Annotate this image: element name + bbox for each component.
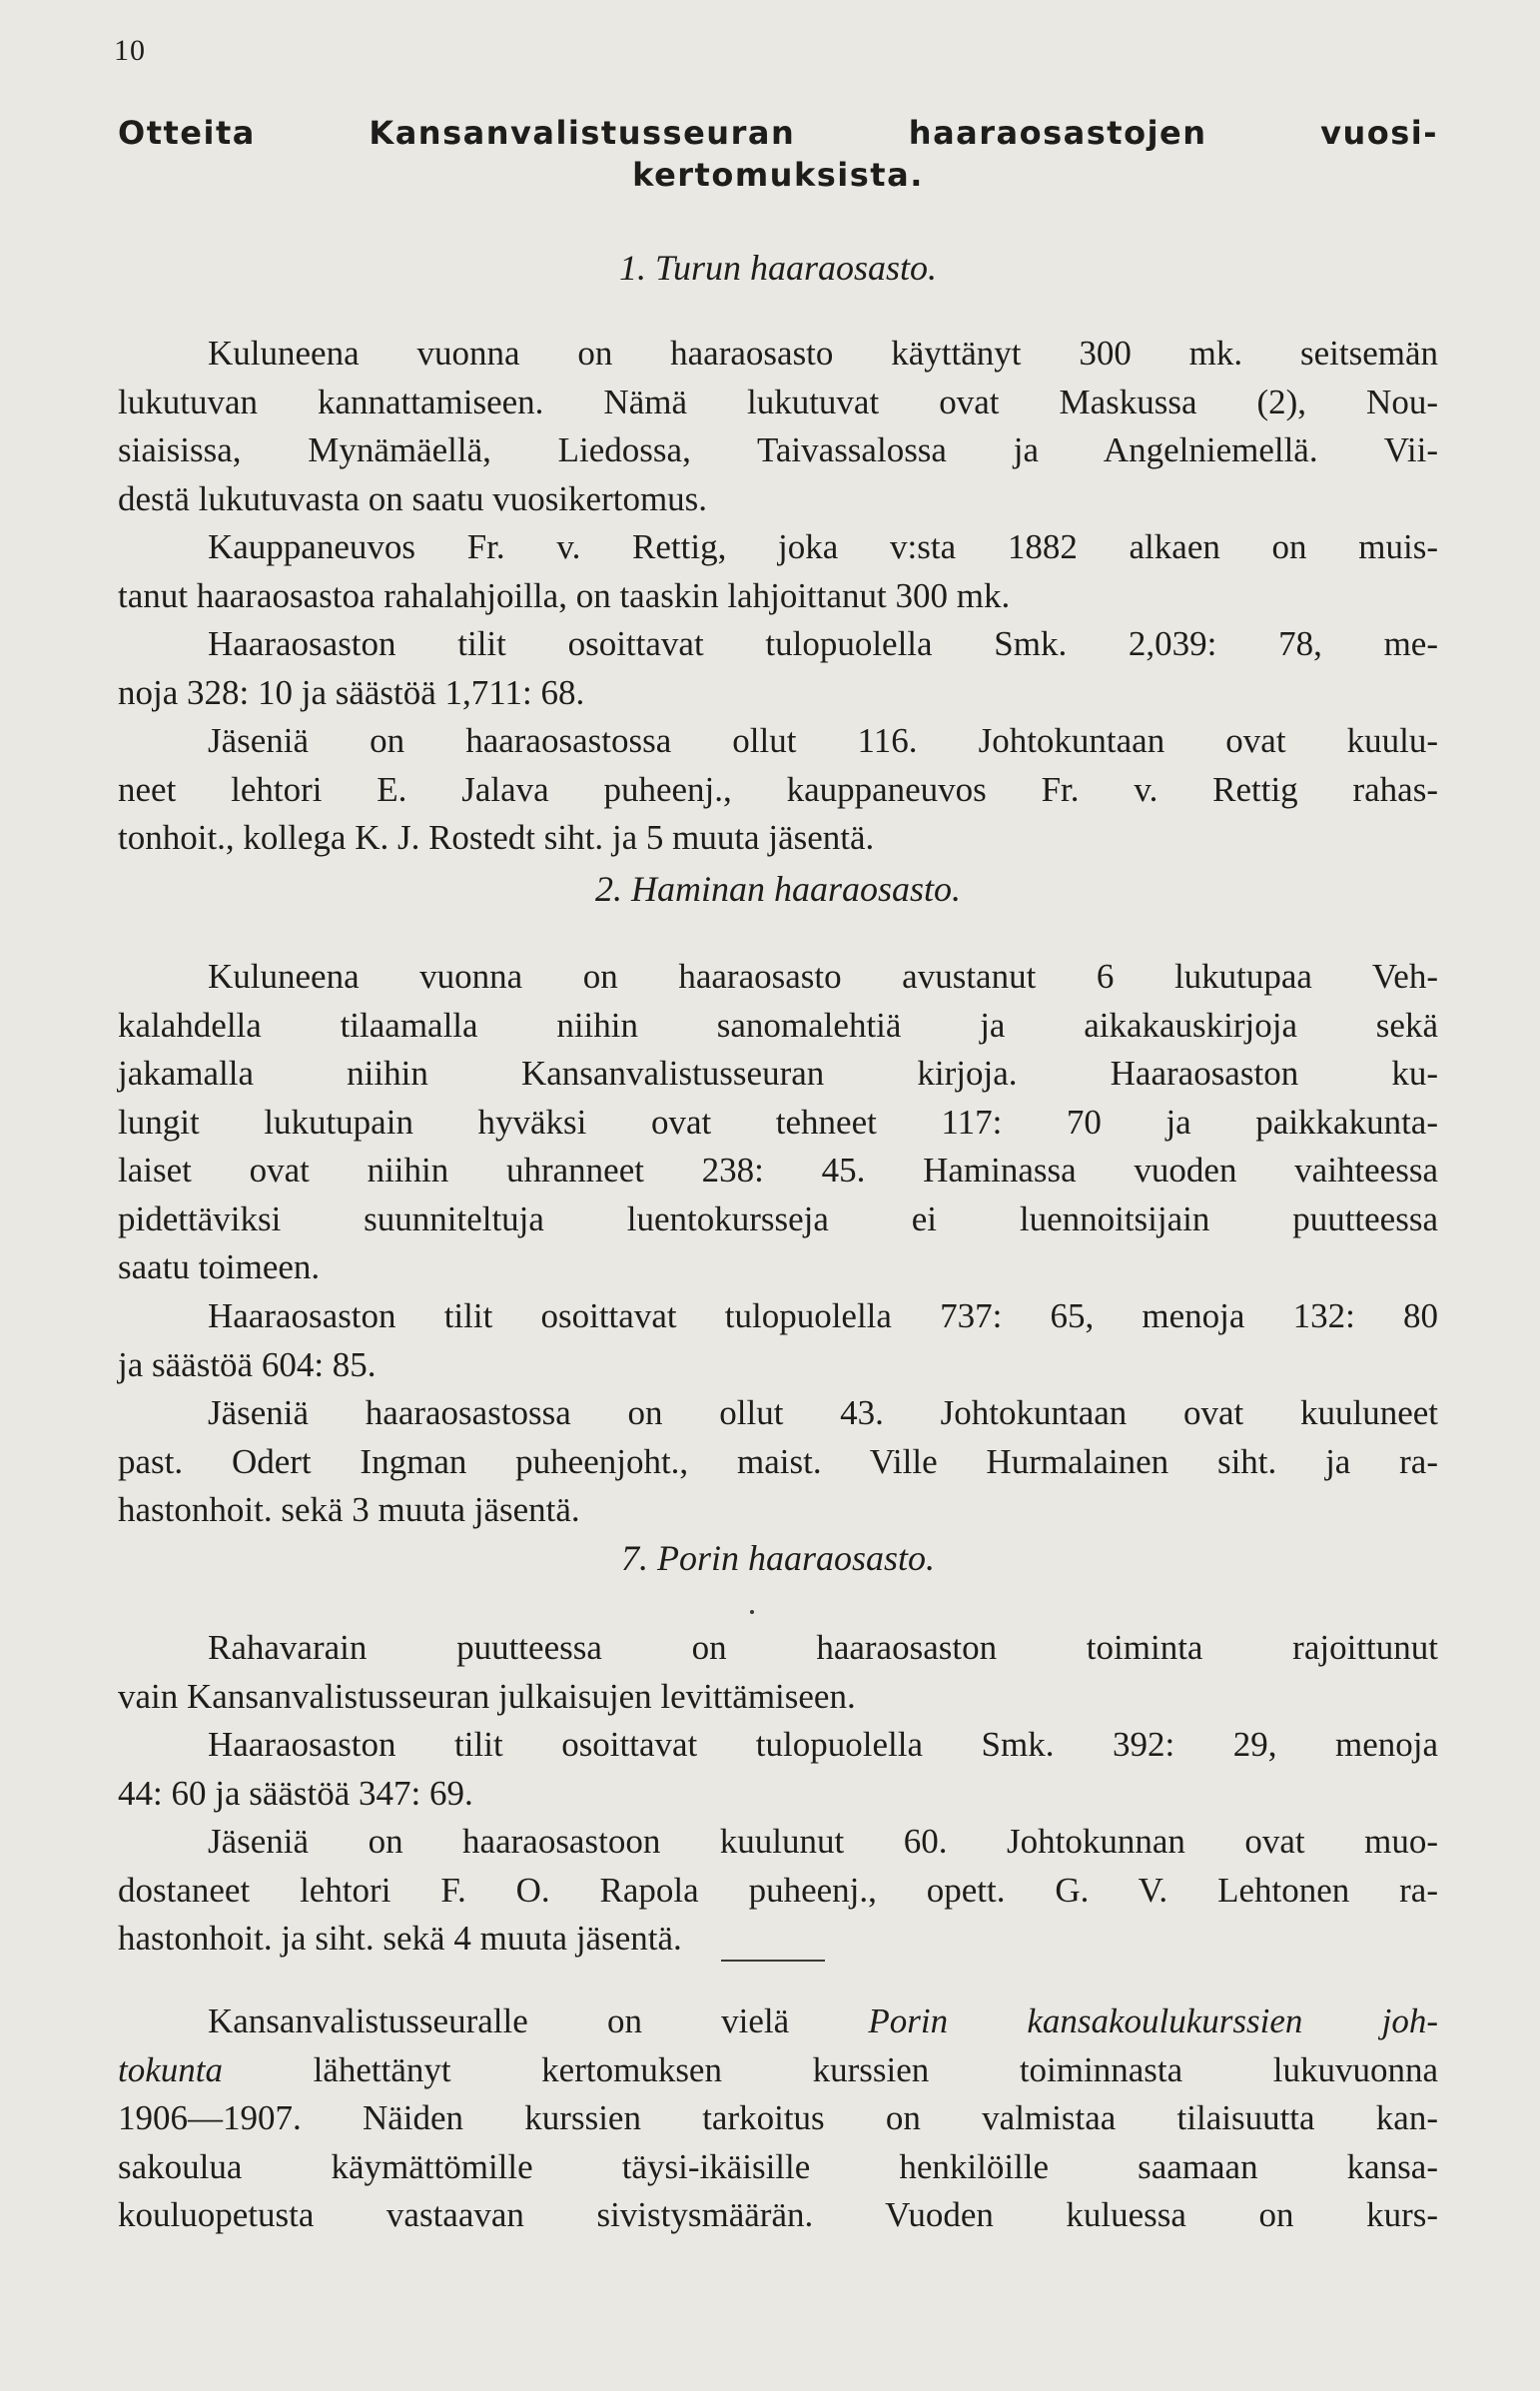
text-segment: Kansanvalistusseuralle on vielä: [208, 2001, 869, 2040]
text-line: siaisissa, Mynämäellä, Liedossa, Taivassalossa ja Angelniemellä. Vii-: [118, 430, 1438, 469]
text-line: Haaraosaston tilit osoittavat tulopuolella Smk. 392: 29, menoja: [208, 1725, 1438, 1764]
section-heading-pori: 7. Porin haaraosasto.: [620, 1538, 936, 1578]
closing-paragraph: [118, 1997, 1438, 2240]
text-line: [118, 2046, 1438, 2095]
text-line: Haaraosaston tilit osoittavat tulopuolella Smk. 2,039: 78, me-: [208, 624, 1438, 663]
text-line: kalahdella tilaamalla niihin sanomalehtiä ja aikakauskirjoja sekä: [118, 1005, 1438, 1045]
text-line: tonhoit., kollega K. J. Rostedt siht. ja 5 muuta jäsentä.: [118, 818, 875, 857]
text-line: lungit lukutupain hyväksi ovat tehneet 117: 70 ja paikkakunta-: [118, 1102, 1438, 1142]
section-heading-hamina: 2. Haminan haaraosasto.: [594, 869, 962, 909]
text-line: ja säästöä 604: 85.: [118, 1344, 377, 1384]
title-line-2: kertomuksista.: [632, 156, 924, 194]
italic-title: Porin kansakoulukurssien joh-: [868, 2001, 1438, 2040]
page-title: [118, 112, 1438, 196]
text-line: sakoulua käymättömille täysi-ikäisille henkilöille saamaan kansa-: [118, 2146, 1438, 2186]
text-segment: lähettänyt kertomuksen kurssien toiminnasta lukuvuonna: [222, 2049, 1438, 2089]
text-line: Kauppaneuvos Fr. v. Rettig, joka v:sta 1882 alkaen on muis-: [208, 527, 1438, 566]
paragraph: [118, 1389, 1438, 1535]
section-heading-turku: 1. Turun haaraosasto.: [618, 248, 938, 288]
text-line: Jäseniä on haaraosastoon kuulunut 60. Johtokunnan ovat muo-: [208, 1822, 1438, 1861]
text-line: 1906—1907. Näiden kurssien tarkoitus on valmistaa tilaisuutta kan-: [118, 2098, 1438, 2137]
paragraph: [118, 1292, 1438, 1389]
paragraph: [118, 1624, 1438, 1721]
ink-dot: [750, 1610, 754, 1614]
text-line: dostaneet lehtori F. O. Rapola puheenj., opett. G. V. Lehtonen ra-: [118, 1870, 1438, 1910]
text-line: saatu toimeen.: [118, 1247, 321, 1286]
text-line: 44: 60 ja säästöä 347: 69.: [118, 1773, 473, 1813]
paragraph: [118, 1818, 1438, 1964]
text-line: hastonhoit. sekä 3 muuta jäsentä.: [118, 1490, 580, 1529]
text-line: Kuluneena vuonna on haaraosasto avustanut 6 lukutupaa Veh-: [208, 957, 1438, 996]
text-line: jakamalla niihin Kansanvalistusseuran kirjoja. Haaraosaston ku-: [118, 1054, 1438, 1093]
separator-rule: [721, 1960, 825, 1962]
text-line: Jäseniä haaraosastossa on ollut 43. Johtokuntaan ovat kuuluneet: [208, 1393, 1438, 1432]
text-line: laiset ovat niihin uhranneet 238: 45. Haminassa vuoden vaihteessa: [118, 1151, 1438, 1190]
paragraph: [118, 953, 1438, 1292]
text-line: kouluopetusta vastaavan sivistysmäärän. Vuoden kuluessa on kurs-: [118, 2195, 1438, 2234]
text-line: Kuluneena vuonna on haaraosasto käyttänyt 300 mk. seitsemän: [208, 334, 1438, 373]
title-line-1: Otteita Kansanvalistusseuran haaraosastojen vuosi-: [118, 114, 1438, 152]
text-line: vain Kansanvalistusseuran julkaisujen levittämiseen.: [118, 1676, 856, 1716]
text-line: past. Odert Ingman puheenjoht., maist. Ville Hurmalainen siht. ja ra-: [118, 1441, 1438, 1481]
paragraph: [118, 717, 1438, 863]
text-line: [118, 1997, 1438, 2046]
text-line: Haaraosaston tilit osoittavat tulopuolella 737: 65, menoja 132: 80: [208, 1296, 1438, 1335]
paragraph: [118, 1721, 1438, 1818]
text-line: neet lehtori E. Jalava puheenj., kauppaneuvos Fr. v. Rettig rahas-: [118, 769, 1438, 809]
paragraph: [118, 620, 1438, 717]
text-line: pidettäviksi suunniteltuja luentokursseja ei luennoitsijain puutteessa: [118, 1198, 1438, 1238]
text-line: lukutuvan kannattamiseen. Nämä lukutuvat ovat Maskussa (2), Nou-: [118, 382, 1438, 421]
paragraph: [118, 330, 1438, 523]
italic-title: tokunta: [118, 2049, 223, 2089]
text-line: destä lukutuvasta on saatu vuosikertomus.: [118, 478, 708, 518]
text-line: Jäseniä on haaraosastossa ollut 116. Johtokuntaan ovat kuulu-: [208, 721, 1438, 760]
paragraph: [118, 523, 1438, 620]
text-line: tanut haaraosastoa rahalahjoilla, on taaskin lahjoittanut 300 mk.: [118, 575, 1011, 615]
text-line: Rahavarain puutteessa on haaraosaston toiminta rajoittunut: [208, 1628, 1438, 1667]
text-line: hastonhoit. ja siht. sekä 4 muuta jäsentä.: [118, 1919, 682, 1958]
text-line: noja 328: 10 ja säästöä 1,711: 68.: [118, 672, 585, 712]
page-number: 10: [114, 34, 146, 67]
